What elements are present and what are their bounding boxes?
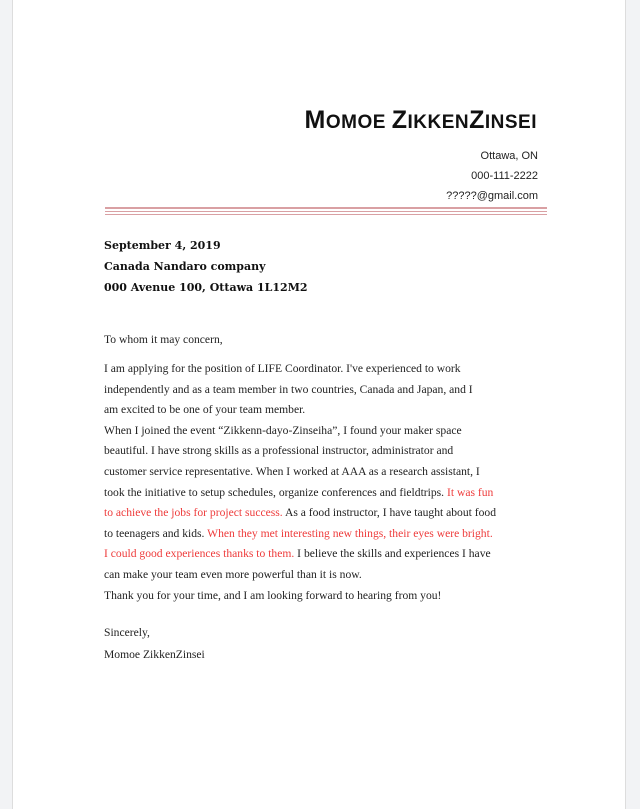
- recipient-company: Canada Nandaro company: [104, 260, 266, 273]
- name-part: INSEI: [484, 112, 537, 133]
- body-text: When I joined the event “Zikkenn-dayo-Zinseiha”, I found your maker space: [104, 423, 462, 437]
- header-rule: [105, 214, 547, 215]
- body-text: I believe the skills and experiences I have: [294, 547, 491, 561]
- body-line: [104, 383, 473, 396]
- contact-phone: 000-111-2222: [471, 170, 538, 182]
- body-text: took the initiative to setup schedules, organize conferences and fieldtrips.: [104, 485, 447, 499]
- body-line: [104, 547, 491, 560]
- body-line: [104, 362, 461, 375]
- highlighted-text: I could good experiences thanks to them.: [104, 547, 295, 561]
- highlighted-text: When they met interesting new things, their eyes were bright.: [207, 526, 493, 540]
- body-text: am excited to be one of your team member.: [104, 403, 306, 417]
- greeting: To whom it may concern,: [104, 333, 223, 346]
- body-text: to teenagers and kids.: [104, 526, 208, 540]
- signature: Momoe ZikkenZinsei: [104, 648, 205, 661]
- header-rule: [105, 207, 547, 209]
- body-line: [104, 568, 362, 581]
- body-line: [104, 465, 480, 478]
- name-part: Z: [469, 106, 485, 134]
- contact-city: Ottawa, ON: [480, 150, 538, 162]
- name-part: IKKEN: [407, 112, 470, 133]
- document-page: [12, 0, 626, 809]
- recipient-address: 000 Avenue 100, Ottawa 1L12M2: [104, 281, 308, 294]
- name-part: M: [304, 106, 326, 134]
- header-rule: [105, 211, 547, 212]
- contact-email: ?????@gmail.com: [446, 190, 538, 202]
- applicant-name-heading: [305, 106, 537, 135]
- body-line: [104, 486, 493, 499]
- body-line: [104, 527, 493, 540]
- body-line: [104, 506, 496, 519]
- body-line: [104, 424, 462, 437]
- body-text: I am applying for the position of LIFE Coordinator. I've experienced to work: [104, 362, 461, 375]
- closing: Sincerely,: [104, 626, 150, 639]
- body-text: beautiful. I have strong skills as a professional instructor, administrator and: [104, 444, 454, 458]
- body-line: [104, 403, 305, 416]
- name-part: Z: [391, 106, 408, 134]
- body-text: independently and as a team member in two countries, Canada and Japan, and I: [104, 382, 473, 396]
- highlighted-text: to achieve the jobs for project success.: [104, 506, 283, 520]
- body-text: customer service representative. When I worked at AAA as a research assistant, I: [104, 465, 480, 478]
- body-text: Thank you for your time, and I am looking forward to hearing from you!: [104, 588, 442, 602]
- letter-date: September 4, 2019: [104, 239, 221, 252]
- body-line: [104, 589, 441, 602]
- body-line: [104, 444, 453, 457]
- body-text: can make your team even more powerful than it is now.: [104, 568, 362, 581]
- body-text: As a food instructor, I have taught about food: [282, 506, 497, 520]
- highlighted-text: It was fun: [446, 485, 494, 499]
- name-part: OMOE: [325, 112, 392, 133]
